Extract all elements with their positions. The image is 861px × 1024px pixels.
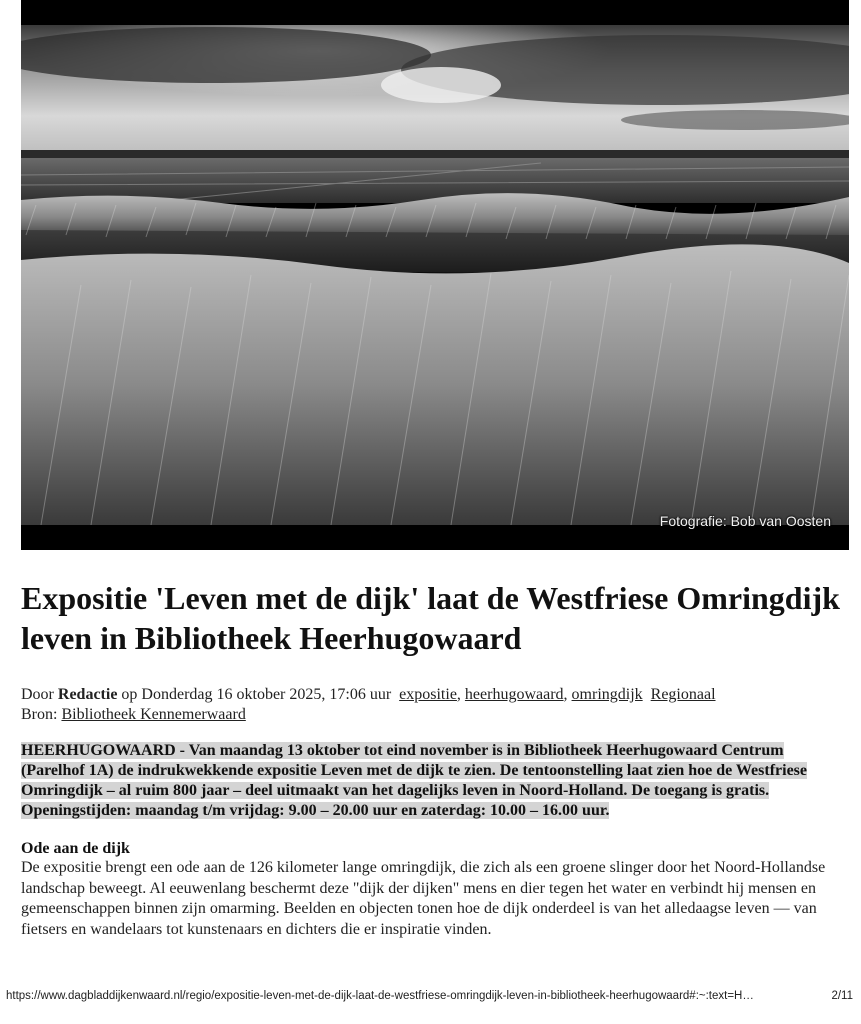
article-meta: Door Redactie op Donderdag 16 oktober 2025, 17:06 uur expositie, heerhugowaard, omringdijk Regionaal Bron: Bibliotheek Kennemerwaard bbox=[21, 686, 716, 723]
article-lead bbox=[21, 741, 841, 821]
section-heading: Ode aan de dijk bbox=[21, 840, 130, 857]
source-link[interactable]: Bibliotheek Kennemerwaard bbox=[61, 706, 246, 723]
category-link[interactable]: Regionaal bbox=[650, 686, 716, 703]
by-prefix: Door bbox=[21, 686, 54, 703]
tag-link[interactable]: expositie bbox=[399, 686, 457, 703]
print-footer-url: https://www.dagbladdijkenwaard.nl/regio/expositie-leven-met-de-dijk-laat-de-westfriese-omringdijk-leven-in-bibliotheek-heerhugowaard#:~:text=H… bbox=[6, 990, 754, 1002]
tag-link[interactable]: heerhugowaard bbox=[464, 686, 564, 703]
article-paragraph: De expositie brengt een ode aan de 126 kilometer lange omringdijk, die zich als een groene slinger door het Noord-Hollandse landschap beweegt. Al eeuwenlang beschermt deze "dijk der dijken" mens en dier tegen het water en verbindt hij mensen en gemeenschappen binnen zijn omarming. Beelden en objecten tonen hoe de dijk onderdeel is van het alledaagse leven — van fietsers en wandelaars tot kunstenaars en dichters die er inspiratie vinden. bbox=[21, 859, 826, 938]
publish-date: op Donderdag 16 oktober 2025, 17:06 uur bbox=[121, 686, 392, 703]
source-label: Bron: bbox=[21, 706, 58, 723]
article-title: Expositie 'Leven met de dijk' laat de Westfriese Omringdijk leven in Bibliotheek Heerhugowaard bbox=[21, 580, 840, 656]
photo-credit: Fotografie: Bob van Oosten bbox=[659, 513, 831, 529]
author: Redactie bbox=[57, 686, 118, 703]
hero-photo bbox=[21, 0, 849, 550]
landscape-photo bbox=[21, 25, 849, 525]
print-page-number: 2/11 bbox=[831, 990, 853, 1002]
tag-link[interactable]: omringdijk bbox=[571, 686, 643, 703]
lead-text: HEERHUGOWAARD - Van maandag 13 oktober tot eind november is in Bibliotheek Heerhugowaard Centrum (Parelhof 1A) de indrukwekkende expositie Leven met de dijk te zien. De tentoonstelling laat zien hoe de Westfriese Omringdijk – al ruim 800 jaar – deel uitmaakt van het dagelijks leven in Noord-Holland. De toegang is gratis. Openingstijden: maandag t/m vrijdag: 9.00 – 20.00 uur en zaterdag: 10.00 – 16.00 uur. bbox=[21, 742, 807, 819]
